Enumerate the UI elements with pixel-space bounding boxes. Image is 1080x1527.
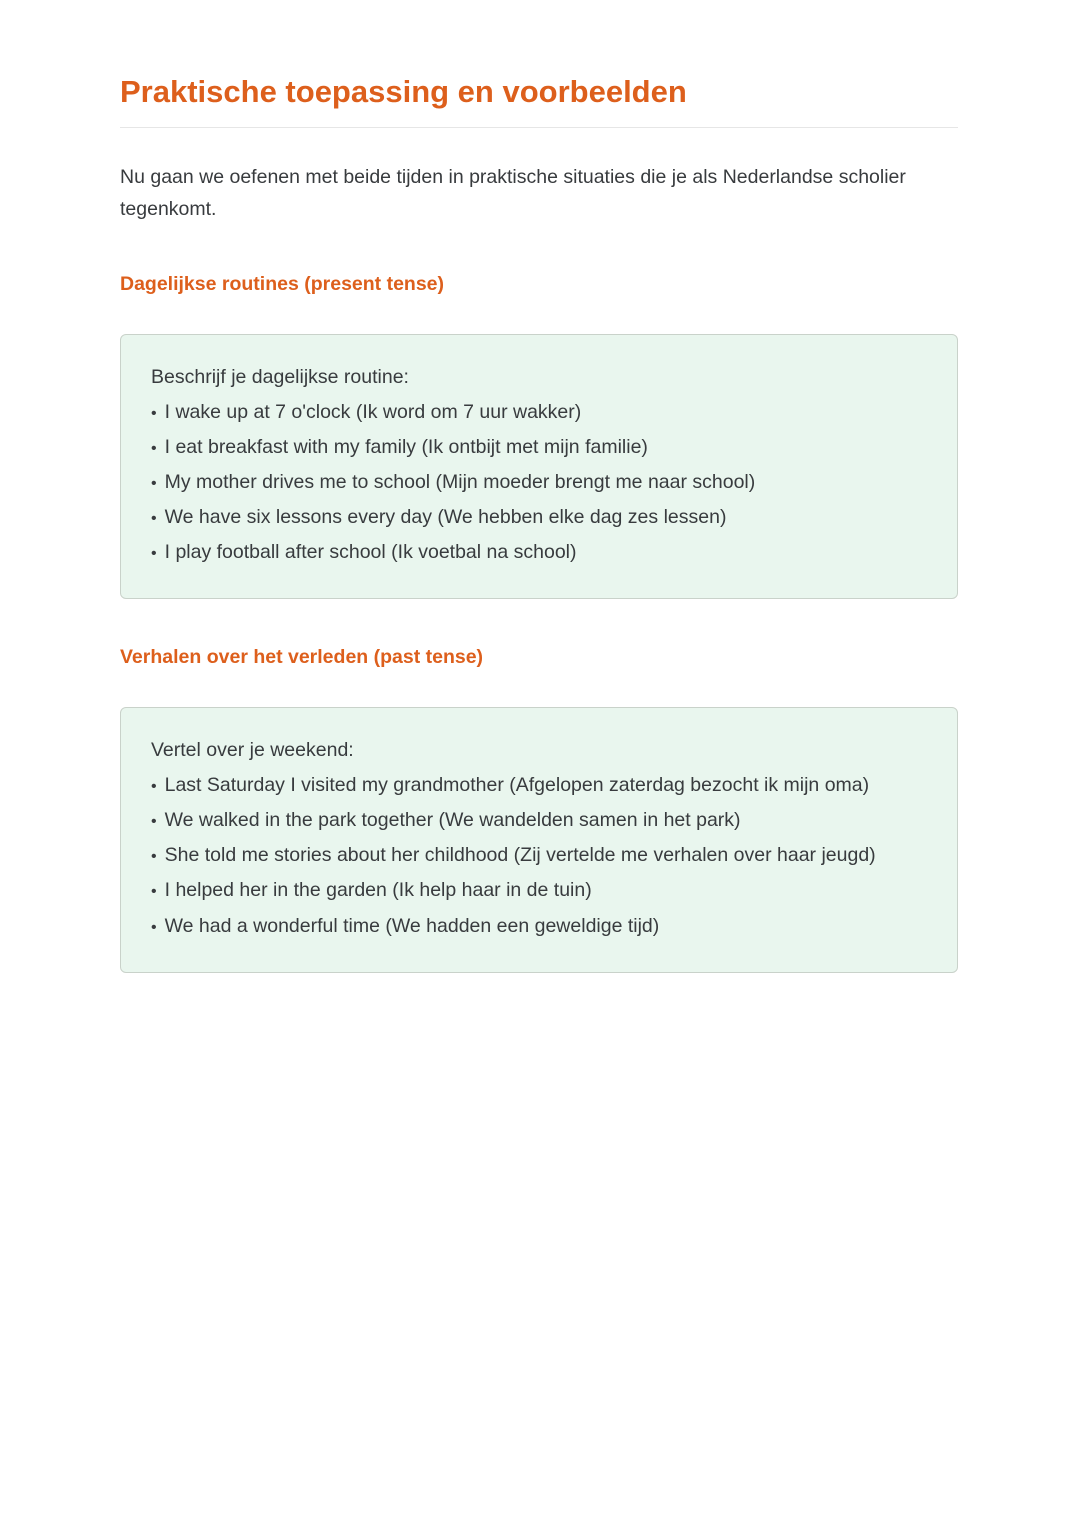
list-item-text: I play football after school (Ik voetbal na school) xyxy=(164,541,577,563)
list-item xyxy=(151,909,927,944)
list-item-text: We walked in the park together (We wandelden samen in het park) xyxy=(164,809,741,832)
section-heading-past-tense: Verhalen over het verleden (past tense) xyxy=(120,646,484,669)
section-heading-present-tense: Dagelijkse routines (present tense) xyxy=(120,272,445,295)
bullet-icon: • xyxy=(151,404,157,422)
list-item-text: We had a wonderful time (We hadden een geweldige tijd) xyxy=(164,914,660,937)
bullet-icon: • xyxy=(151,883,157,901)
list-item-text: We have six lessons every day (We hebben elke dag zes lessen) xyxy=(164,505,727,528)
list-item xyxy=(151,430,927,465)
list-item xyxy=(151,395,927,430)
bullet-icon: • xyxy=(151,509,157,527)
page-title: Praktische toepassing en voorbeelden xyxy=(120,74,687,109)
title-divider xyxy=(120,127,958,128)
bullet-icon: • xyxy=(151,474,157,492)
list-item-text: I eat breakfast with my family (Ik ontbijt met mijn familie) xyxy=(164,435,648,458)
list-item-text: She told me stories about her childhood (Zij vertelde me verhalen over haar jeugd) xyxy=(164,844,876,867)
bullet-icon: • xyxy=(151,778,157,796)
box-lead: Vertel over je weekend: xyxy=(151,739,354,762)
list-item-text: My mother drives me to school (Mijn moeder brengt me naar school) xyxy=(164,470,756,493)
list-item-text: I wake up at 7 o'clock (Ik word om 7 uur wakker) xyxy=(164,400,582,423)
intro-paragraph: Nu gaan we oefenen met beide tijden in praktische situaties die je als Nederlandse scholier tegenkomt. xyxy=(120,166,906,221)
list-item xyxy=(151,768,927,803)
bullet-icon: • xyxy=(151,848,157,866)
bullet-icon: • xyxy=(151,545,157,562)
list-item xyxy=(151,535,927,570)
list-item-text: Last Saturday I visited my grandmother (Afgelopen zaterdag bezocht ik mijn oma) xyxy=(164,774,870,797)
bullet-icon: • xyxy=(151,439,157,457)
list-item-text: I helped her in the garden (Ik help haar in de tuin) xyxy=(164,879,592,902)
example-box-present-tense xyxy=(120,334,958,600)
bullet-icon: • xyxy=(151,918,157,936)
box-lead: Beschrijf je dagelijkse routine: xyxy=(151,365,409,388)
list-item xyxy=(151,838,927,873)
list-item xyxy=(151,803,927,838)
bullet-icon: • xyxy=(151,813,157,831)
example-box-past-tense xyxy=(120,707,958,973)
list-item xyxy=(151,500,927,535)
list-item xyxy=(151,873,927,908)
list-item xyxy=(151,465,927,500)
